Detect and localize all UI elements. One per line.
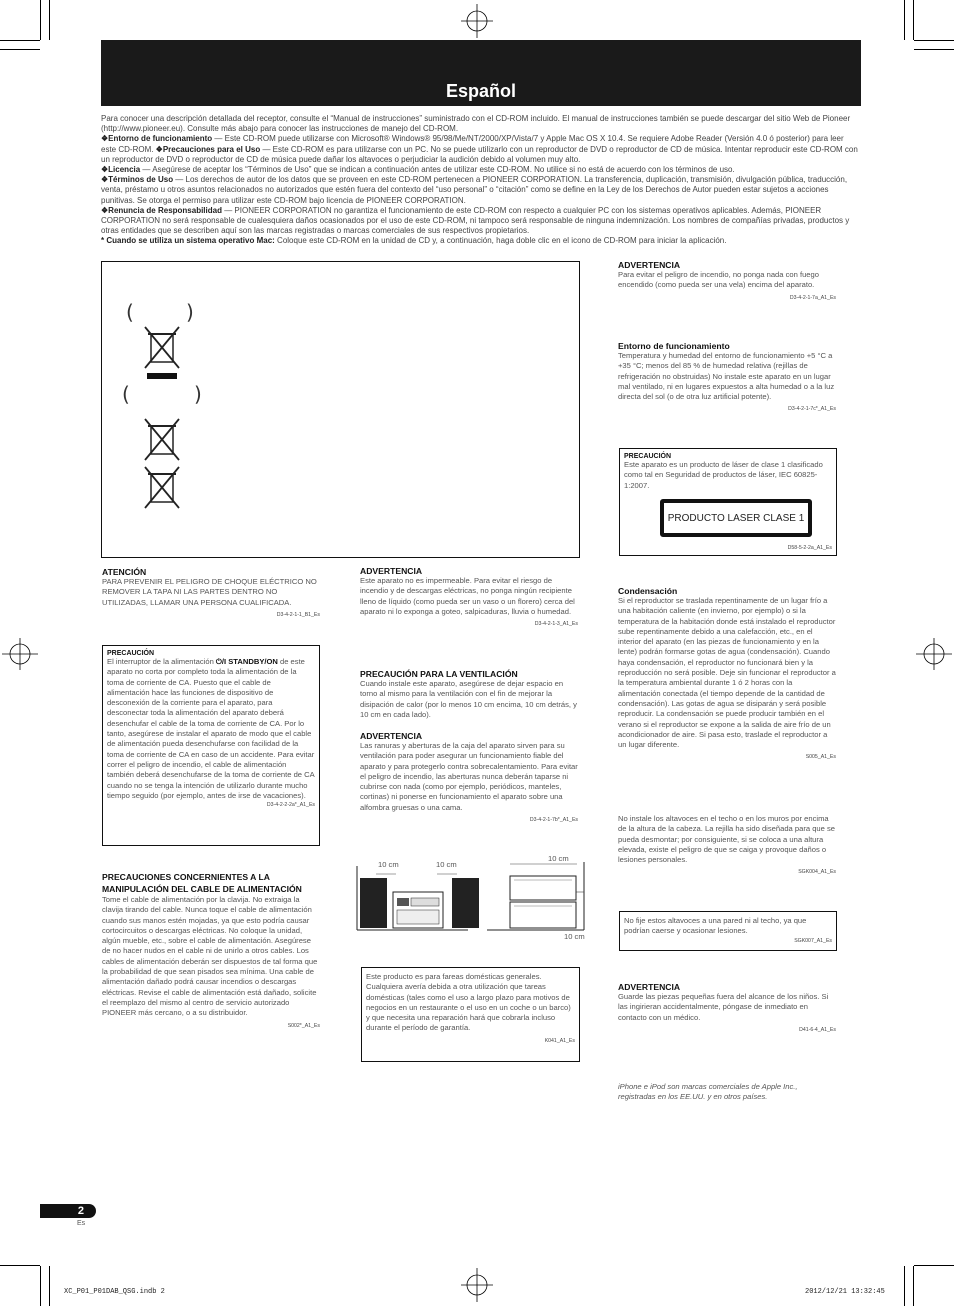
license-paragraph (101, 165, 859, 175)
bracket-close: ) (186, 300, 194, 324)
advertencia-code: D3-4-2-1-7a_A1_Es (789, 294, 836, 301)
advertencia-ninos-section (618, 982, 836, 1033)
precautions-label: ❖Precauciones para el Uso (155, 144, 261, 154)
license-label: ❖Licencia (101, 165, 141, 175)
intro-paragraph: Para conocer una descripción detallada del receptor, consulte el “Manual de instrucciones” suministrado con el CD-ROM incluido. El manual de instrucciones también se puede descargar del sitio Web de Pioneer (http://www.pioneer.eu). Consulte más abajo para conocer las instrucciones de manejo del CD-ROM. (101, 114, 851, 134)
advertencia-code: D3-4-2-1-3_A1_Es (534, 621, 578, 628)
advertencia-title: ADVERTENCIA (360, 731, 423, 741)
precaucion-text: El interruptor de la alimentación ⏻/I STANDBY/ON de este aparato no corta por completo toda la alimentación de la toma de corriente de CA. Puesto que el cable de alimentación hace las funciones de dispositivo de desconexión de la corriente para el aparato, para desconectar toda la alimentación del aparato deberá desenchufar el cable de la toma de corriente de CA. Por lo tanto, asegúrese de instalar el aparato de modo que el cable de alimentación pueda desenchufarse con facilidad de la toma de corriente de CA en caso de un accidente. Para evitar correr el peligro de incendio, el cable de alimentación también deberá desenchufarse de la toma de corriente de CA cuando no se tenga la intención de utilizarlo durante mucho tiempo seguido (por ejemplo, antes de irse de vacaciones). (107, 657, 315, 800)
crop-mark (914, 1265, 954, 1266)
footer-timestamp: 2012/12/21 13:32:45 (805, 1288, 885, 1296)
atencion-text: PARA PREVENIR EL PELIGRO DE CHOQUE ELÉCTRICO NO REMOVER LA TAPA NI LAS PARTES DENTRO NO UTILIZADAS, LLAMAR UNA PERSONA CUALIFICADA. (102, 577, 317, 607)
cable-text: Tome el cable de alimentación por la clavija. No extraiga la clavija tirando del cable. Nunca toque el cable de alimentación cuando sus manos estén mojadas, ya que esto podría causar cortocircuitos o descargas eléctricas. No coloque la unidad, algún mueble, etc., sobre el cable de alimentación. Asegúrese de no hacer nudos en el cable ni de unirlo a otros cables. Los cables de alimentación deberán ser dispuestos de tal forma que la probabilidad de que sean pisados sea mínima. Una cable de alimentación dañado podrá causar incendios o descargas eléctricas. Revise el cable de alimentación está dañado, solicite el reemplazo del mismo al centro de servicio autorizado PIONEER más cercano, o a su distribuidor. (102, 895, 318, 1018)
disclaimer-text: — PIONEER CORPORATION no garantiza el funcionamiento de este CD-ROM con respecto a cualquier PC con los sistemas operativos aplicables. Además, PIONEER CORPORATION no será responsable de cualesquiera daños ocasionados por el uso de este CD-ROM, ni tampoco será responsable de ninguna indemnización. Los nombres de compañías privadas, productos y otras entidades que se describen aquí son las marcas registradas o marcas comerciales de sus respectivos propietarios. (101, 205, 850, 236)
mac-paragraph (101, 236, 859, 246)
laser-code: D58-5-2-2a_A1_Es (787, 545, 832, 551)
disclaimer-label: ❖Renuncia de Responsabilidad (101, 205, 222, 215)
environment-label: ❖Entorno de funcionamiento (101, 134, 213, 144)
crop-mark (0, 1265, 40, 1266)
precautions-text: — Este CD-ROM es para utilizarse con un PC. No se puede utilizarlo con un reproductor de DVD o reproductor de CD de música. Intentar reproducir este CD-ROM con un reproductor de DVD o reproductor de CD de música puede dañar los altavoces o perjudiciar la audición debido al volumen muy alto. (101, 144, 858, 164)
weee-disposal-box (101, 261, 580, 558)
advertencia-ranuras-section (360, 731, 578, 823)
condensacion-text: Si el reproductor se traslada repentinamente de un lugar frío a una habitación caliente (en invierno, por ejemplo) o si la temperatura de la habitación donde está instalado el reproductor sube repentinamente debido a una calefacción, etc., en el interior del aparato (en las piezas de funcionamiento y en la lente) podrán formarse gotas de agua (condensación). Cuando haya condensación, el reproductor no funcionará bien y la reproducción no será posible. Deje sin funcionar el reproductor a la temperatura ambiental durante 1 ó 2 horas con la alimentación conectada (el tiempo depende de la cantidad de condensación). Las gotas de agua se disiparán y será posible reproducir. La condensación se puede producir también en el verano si el reproductor se expone a la salida de aire frío de un acondicionador de aire. Si pasa esto, traslade el reproductor a un lugar diferente. (618, 596, 836, 750)
advertencia-title: ADVERTENCIA (618, 982, 681, 992)
environment-text: — Este CD-ROM puede utilizarse con Microsoft® Windows® 95/98/Me/NT/2000/XP/Vista/7 y Apple Mac OS X 10.4. Se requiere Adobe Reader (Versión 4.0 ó posterior) para leer este CD-ROM. (101, 134, 844, 154)
advertencia-title: ADVERTENCIA (618, 260, 681, 270)
clearance-top-label: 10 cm (548, 854, 569, 863)
trademark-note (618, 1082, 836, 1103)
weee-bin-icon (142, 466, 182, 510)
clearance-right-label: 10 cm (436, 860, 457, 869)
domestic-use-text: Este producto es para fareas domésticas generales. Cualquiera avería debida a otra utilización que tareas domésticas (tales como el uso a largo plazo para motivos de negocios en un restaurante o el uso en un coche o un barco) y que necesita una reparación hará que cobrarla incluso durante el período de garantía. (366, 972, 571, 1033)
advertencia-fuego-section (618, 260, 836, 301)
precaucion-standby-box (102, 645, 320, 846)
cable-title: PRECAUCIONES CONCERNIENTES A LA MANIPULACIÓN DEL CABLE DE ALIMENTACIÓN (102, 872, 302, 894)
laser-text: Este aparato es un producto de láser de clase 1 clasificado como tal en Seguridad de productos de láser, IEC 60825-1:2007. (624, 460, 823, 490)
bracket-open: ( (126, 300, 134, 324)
registration-mark-bottom (461, 1268, 493, 1302)
entorno-text: Temperatura y humedad del entorno de funcionamiento +5 °C a +35 °C; menos del 85 % de humedad relativa (rejillas de refrigeración no obstruidas) No instale este aparato en un lugar mal ventilado, ni en lugares expuestos a alta humedad o a la luz directa del sol (o de otra luz artificial potente). (618, 351, 835, 402)
footer-filename: XC_P01_P01DAB_QSG.indb 2 (64, 1288, 165, 1296)
clearance-left-label: 10 cm (378, 860, 399, 869)
crop-mark (904, 1266, 905, 1306)
wall-mount-text: No fije estos altavoces a una pared ni al techo, ya que podrían caerse y ocasionar lesiones. (624, 916, 807, 936)
environment-paragraph (101, 134, 859, 165)
condensacion-code: S005_A1_Es (805, 754, 836, 761)
atencion-code: D3-4-2-1-1_B1_Es (276, 611, 320, 618)
crop-mark (49, 0, 50, 40)
advertencia-text: Para evitar el peligro de incendio, no ponga nada con fuego encendido (como pueda ser una vela) encima del aparato. (618, 270, 819, 290)
page-number: 2 (77, 1205, 84, 1217)
altavoces-code: SGK004_A1_Es (798, 869, 836, 876)
domestic-use-box (361, 967, 580, 1062)
crop-mark (49, 1266, 50, 1306)
entorno-code: D3-4-2-1-7c*_A1_Es (788, 406, 836, 413)
advertencia-title: ADVERTENCIA (360, 566, 423, 576)
registration-mark-top (461, 4, 493, 38)
altavoces-text: No instale los altavoces en el techo o en los muros por encima de la altura de la cabeza. La rejilla ha sido diseñada para que se pueda desmontar; por consiguiente, si se coloca a una altura elevada, existe el peligro de que se caiga y provoque daños o lesiones personales. (618, 814, 835, 865)
wall-mount-box (619, 911, 837, 951)
crop-mark (914, 49, 954, 50)
atencion-title: ATENCIÓN (102, 567, 147, 577)
laser-warning-box (619, 448, 837, 556)
page-language: Es (77, 1220, 86, 1227)
disclaimer-paragraph (101, 206, 859, 237)
crop-mark (40, 1266, 41, 1306)
standby-switch-label: ⏻/I STANDBY/ON (215, 657, 278, 666)
crop-mark (0, 40, 40, 41)
bracket-close: ) (194, 382, 202, 406)
mac-label: * Cuando se utiliza un sistema operativo Mac: (101, 236, 275, 246)
page-number-tab (40, 1204, 96, 1218)
domestic-use-code: K041_A1_Es (544, 1037, 575, 1044)
crop-mark (913, 1266, 914, 1306)
page-title: Español (445, 81, 516, 101)
entorno-section (618, 341, 836, 412)
crop-mark (914, 40, 954, 41)
condensacion-section (618, 586, 836, 760)
condensacion-title: Condensación (618, 586, 678, 596)
ventilation-diagram (352, 852, 592, 942)
registration-mark-left (2, 638, 38, 670)
advertencia-text: Guarde las piezas pequeñas fuera del alcance de los niños. Si las ingirieran accidentalmente, póngase de inmediato en contacto con un médico. (618, 992, 829, 1022)
registration-mark-right (916, 638, 952, 670)
advertencia-text: Este aparato no es impermeable. Para evitar el riesgo de incendio y de descargas eléctricas, no ponga ningún recipiente lleno de líquido (como pueda ser un vaso o un florero) cerca del aparato ni lo exponga a goteo, salpicaduras, lluvia o humedad. (360, 576, 575, 616)
cable-code: S002*_A1_Es (287, 1022, 320, 1029)
license-text: — Asegúrese de aceptar los “Términos de Uso” que se indican a continuación antes de utilizar este CD-ROM. No utilice si no está de acuerdo con los términos de uso. (140, 165, 735, 175)
cable-section (102, 871, 320, 1029)
language-header (101, 40, 861, 106)
crop-mark (40, 0, 41, 40)
wall-mount-code: SGK007_A1_Es (794, 937, 832, 944)
weee-bin-icon (142, 324, 182, 384)
bracket-open: ( (122, 382, 130, 406)
crop-mark (0, 49, 40, 50)
clearance-rear-label: 10 cm (564, 932, 585, 941)
entorno-title: Entorno de funcionamiento (618, 341, 730, 351)
advertencia-text: Las ranuras y aberturas de la caja del aparato sirven para su ventilación para poder asegurar un funcionamiento fiable del aparato y para protegerlo contra sobrecalentamiento. Para evitar el peligro de incendio, las aberturas nunca deberán taparse ni cubrirse con nada (como por ejemplo, periódicos, manteles, cortinas) ni ponerse en funcionamiento el aparato sobre una alfombra gruesas o una cama. (360, 741, 578, 812)
ventilacion-section (360, 669, 578, 720)
precaucion-title: PRECAUCIÓN (107, 650, 155, 657)
trademark-text: iPhone e iPod son marcas comerciales de Apple Inc., registradas en los EE.UU. y en otros países. (618, 1082, 798, 1102)
precaucion-code: D3-4-2-2-2a*_A1_Es (266, 802, 315, 809)
advertencia-code: D41-6-4_A1_Es (799, 1026, 836, 1033)
altavoces-section (618, 814, 836, 875)
atencion-section (102, 567, 320, 618)
advertencia-agua-section (360, 566, 578, 627)
ventilacion-text: Cuando instale este aparato, asegúrese de dejar espacio en torno al mismo para la ventilación con el fin de mejorar la disipación de calor (por lo menos 10 cm encima, 10 cm detrás, y 10 cm en cada lado). (360, 679, 577, 719)
terms-paragraph (101, 175, 859, 206)
terms-label: ❖Términos de Uso (101, 175, 174, 185)
advertencia-code: D3-4-2-1-7b*_A1_Es (529, 817, 578, 824)
cdrom-instructions (101, 114, 859, 247)
mac-text: Coloque este CD-ROM en la unidad de CD y, a continuación, haga doble clic en el icono de CD-ROM para iniciar la aplicación. (274, 236, 727, 246)
weee-bin-icon (142, 418, 182, 462)
crop-mark (913, 0, 914, 40)
crop-mark (904, 0, 905, 40)
ventilacion-title: PRECAUCIÓN PARA LA VENTILACIÓN (360, 669, 518, 679)
laser-class-label: PRODUCTO LASER CLASE 1 (660, 499, 812, 537)
laser-title: PRECAUCIÓN (624, 453, 672, 460)
terms-text: — Los derechos de autor de los datos que se proveen en este CD-ROM pertenecen a PIONEER CORPORATION. La transferencia, duplicación, transmisión, divulgación pública, traducción, venta, préstamo u otros asuntos relacionados no autorizados que estén fuera del contexto del “uso personal” o “citación” como se define en la Ley de los Derechos de Autor pueden estar sujetos a acciones punitivas. Se otorga el permiso para utilizar este CD-ROM bajo licencia de PIONEER CORPORATION. (101, 175, 848, 205)
